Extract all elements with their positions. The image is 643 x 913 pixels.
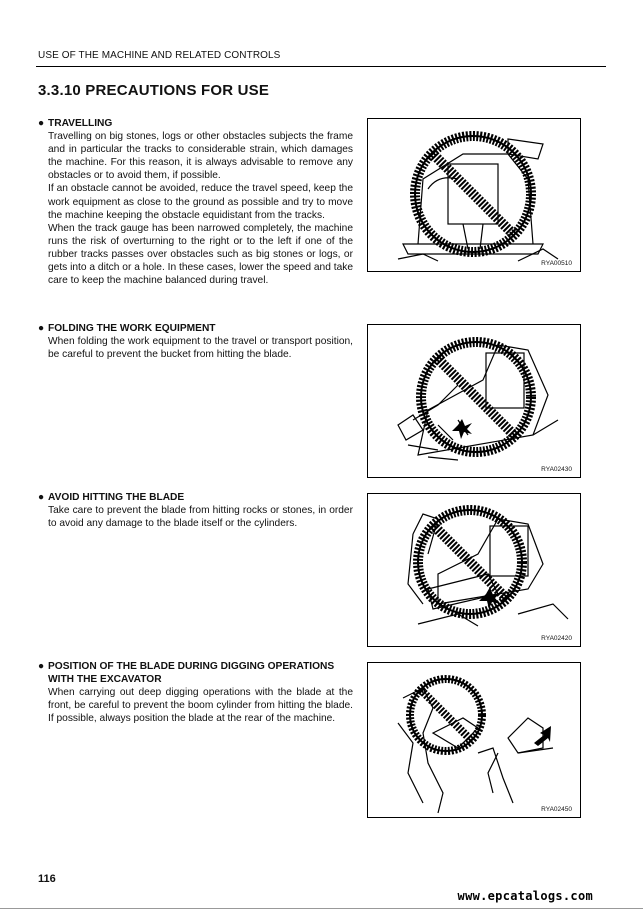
watermark-text: www.epcatalogs.com xyxy=(457,889,593,903)
prohibition-icon xyxy=(421,342,531,452)
section-travelling xyxy=(38,117,353,287)
heading-text: AVOID HITTING THE BLADE xyxy=(48,492,185,503)
heading-text: POSITION OF THE BLADE DURING DIGGING OPERATIONS xyxy=(48,661,335,672)
figure-blade-position xyxy=(367,662,581,818)
section-body xyxy=(48,130,353,287)
heading-text: TRAVELLING xyxy=(48,118,113,129)
paragraph: When carrying out deep digging operations with the blade at the front, be careful to prevent the boom cylinder from hitting the blade. If possible, always position the blade at the rear of the machine. xyxy=(48,687,353,725)
digging-illustration xyxy=(368,663,580,817)
figure-folding xyxy=(367,324,581,478)
page-number: 116 xyxy=(38,873,56,885)
bullet-icon: ● xyxy=(38,492,45,503)
figure-code: RYA02450 xyxy=(541,806,572,813)
bullet-icon: ● xyxy=(38,118,45,129)
prohibition-icon xyxy=(415,136,531,252)
travelling-illustration xyxy=(368,119,580,271)
figure-code: RYA02430 xyxy=(541,466,572,473)
figure-code: RYA00510 xyxy=(541,260,572,267)
running-header: USE OF THE MACHINE AND RELATED CONTROLS xyxy=(38,50,281,61)
figure-travelling xyxy=(367,118,581,272)
section-heading xyxy=(38,322,353,335)
section-blade-position xyxy=(38,660,353,725)
section-body xyxy=(48,673,353,725)
footer-rule xyxy=(0,908,643,909)
figure-code: RYA02420 xyxy=(541,635,572,642)
folding-illustration xyxy=(368,325,580,477)
paragraph: Take care to prevent the blade from hitting rocks or stones, in order to avoid any damage to the blade itself or the cylinders. xyxy=(48,505,353,530)
bullet-icon: ● xyxy=(38,661,45,672)
section-folding xyxy=(38,322,353,361)
section-body xyxy=(48,504,353,530)
blade-illustration xyxy=(368,494,580,646)
section-heading xyxy=(38,117,353,130)
heading-text: FOLDING THE WORK EQUIPMENT xyxy=(48,323,216,334)
paragraph: If an obstacle cannot be avoided, reduce the travel speed, keep the work equipment as close to the ground as possible and try to move the machine keeping the obstacle equidistant from the tracks. xyxy=(48,183,353,221)
section-body xyxy=(48,335,353,361)
section-heading xyxy=(38,660,353,673)
section-avoid-blade xyxy=(38,491,353,530)
paragraph: Travelling on big stones, logs or other obstacles subjects the frame and in particular the tracks to considerable strain, which damages the machine. For this reason, it is always advisable to remove any obstacles or to avoid them, if possible. xyxy=(48,131,353,182)
impact-icon xyxy=(452,419,472,439)
section-title: 3.3.10 PRECAUTIONS FOR USE xyxy=(38,82,270,99)
heading-text-continued: WITH THE EXCAVATOR xyxy=(48,674,162,686)
section-heading xyxy=(38,491,353,504)
paragraph: When the track gauge has been narrowed completely, the machine runs the risk of overturning to the right or to the left if one of the rubber tracks passes over obstacles such as big stones or logs, or gets into a ditch or a hole. In these cases, lower the speed and take care to keep the machine balanced during travel. xyxy=(48,222,353,287)
paragraph: When folding the work equipment to the travel or transport position, be careful to prevent the bucket from hitting the blade. xyxy=(48,336,353,361)
bullet-icon: ● xyxy=(38,323,45,334)
figure-avoid-blade xyxy=(367,493,581,647)
header-rule xyxy=(36,66,606,67)
